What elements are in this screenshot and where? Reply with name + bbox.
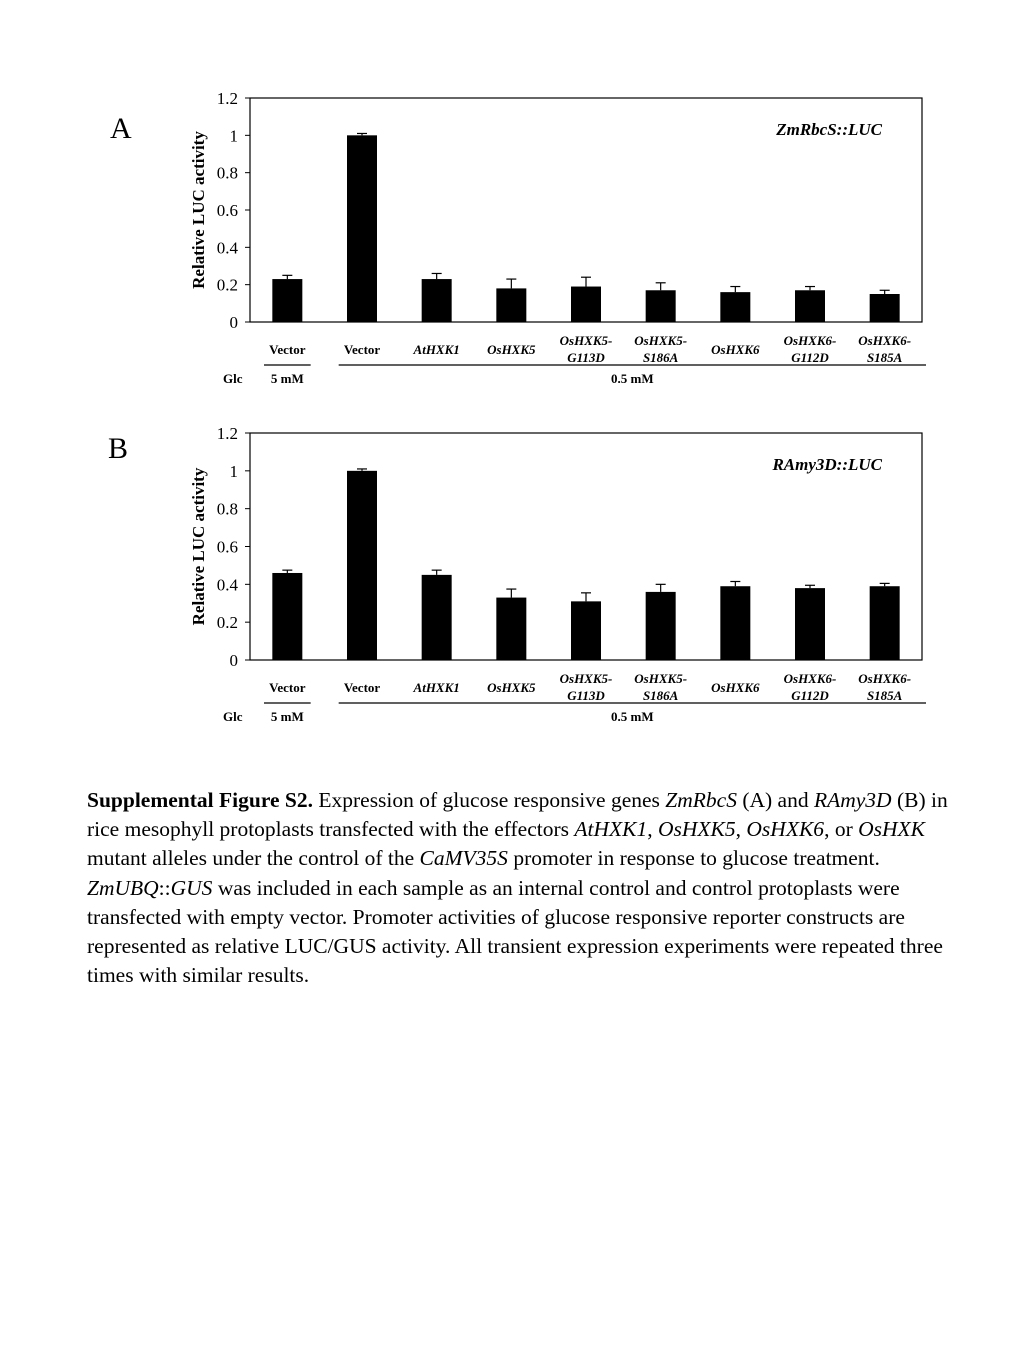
glc-label: Glc — [223, 371, 243, 386]
category-label: OsHXK6 — [711, 680, 760, 695]
category-label: Vector — [269, 680, 306, 695]
caption-lead: Supplemental Figure S2. — [87, 788, 313, 812]
caption-segment: ZmRbcS — [665, 788, 737, 812]
category-label: G112D — [791, 688, 829, 703]
y-tick-label: 0.4 — [216, 238, 238, 258]
category-label: Vector — [343, 680, 381, 695]
caption-segment: (B) in rice mesophyll protoplasts transfected with the effectors — [87, 788, 948, 842]
category-label: AtHXK1 — [413, 680, 460, 695]
caption-segment: OsHXK — [858, 817, 926, 842]
caption-segment: , — [735, 817, 747, 842]
bar — [646, 592, 676, 660]
caption-segment: , or — [824, 817, 859, 842]
y-tick-label: 0 — [229, 313, 238, 332]
bar — [795, 588, 825, 660]
y-tick-label: 1 — [229, 126, 238, 146]
glc-group-label: 5 mM — [270, 709, 304, 724]
panel-a-label: A — [110, 112, 132, 145]
y-tick-label: 0.4 — [216, 575, 238, 595]
caption-segment: RAmy3D — [813, 788, 892, 812]
y-tick-label: 0.6 — [216, 537, 238, 557]
category-label: OsHXK6- — [858, 333, 912, 348]
category-label: S186A — [642, 688, 679, 703]
y-axis-label: Relative LUC activity — [189, 467, 208, 626]
category-label: G113D — [567, 688, 605, 703]
y-tick-label: 0.8 — [216, 163, 238, 183]
category-label: OsHXK6 — [711, 342, 760, 357]
category-label: OsHXK6- — [783, 671, 837, 686]
y-tick-label: 0.2 — [216, 613, 238, 633]
y-tick-label: 0.6 — [216, 201, 238, 220]
category-label: OsHXK6- — [858, 671, 912, 686]
caption-segment: GUS — [170, 875, 213, 900]
category-label: S185A — [866, 350, 903, 365]
y-tick-label: 0.8 — [216, 499, 238, 519]
caption-segment: AtHXK1 — [574, 817, 648, 842]
category-label: OsHXK5- — [634, 671, 688, 686]
caption-segment: OsHXK6 — [746, 817, 825, 842]
glc-group-label: 0.5 mM — [611, 709, 654, 724]
category-label: OsHXK5- — [634, 333, 688, 348]
panel-b-label: B — [108, 432, 129, 465]
category-label: G112D — [791, 350, 829, 365]
bar — [870, 586, 900, 660]
glc-group-label: 0.5 mM — [611, 371, 654, 386]
caption-segment: promoter in response to glucose treatment. — [507, 846, 880, 871]
y-tick-label: 0.2 — [216, 275, 238, 295]
y-tick-label: 1.2 — [216, 89, 238, 108]
category-label: Vector — [343, 342, 381, 357]
category-label: OsHXK5 — [487, 342, 536, 357]
y-tick-label: 1.2 — [216, 424, 238, 443]
category-label: OsHXK5- — [559, 333, 613, 348]
category-label: S185A — [866, 688, 903, 703]
category-label: OsHXK5 — [487, 680, 536, 695]
glc-group-label: 5 mM — [270, 371, 304, 386]
category-label: Vector — [269, 342, 306, 357]
caption-segment: was included in each sample as an internal control and control protoplasts were transfected with empty vector. Promoter activities of glucose responsive reporter constructs are represented as relative LUC/GUS activity. All transient expression experiments were repeated three times with similar results. — [87, 875, 943, 988]
bar — [347, 471, 377, 660]
category-label: OsHXK6- — [783, 333, 837, 348]
category-label: S186A — [642, 350, 679, 365]
y-tick-label: 0 — [229, 651, 238, 670]
chart-title: ZmRbcS::LUC — [776, 120, 882, 139]
bar — [496, 598, 526, 660]
bar — [720, 586, 750, 660]
caption-segment: , — [647, 817, 658, 842]
figure-caption — [87, 786, 957, 990]
y-tick-label: 1 — [229, 461, 238, 481]
caption-segment: mutant alleles under the control of the — [87, 846, 420, 871]
caption-segment: CaMV35S — [419, 846, 508, 871]
y-axis-label: Relative LUC activity — [189, 131, 208, 289]
chart-title: RAmy3D::LUC — [772, 455, 882, 474]
caption-segment: Expression of glucose responsive genes — [312, 788, 666, 812]
category-label: G113D — [567, 350, 605, 365]
caption-body — [87, 788, 948, 987]
category-label: OsHXK5- — [559, 671, 613, 686]
bar — [422, 575, 452, 660]
category-label: AtHXK1 — [413, 342, 460, 357]
caption-segment: ZmUBQ — [87, 875, 159, 900]
bar — [571, 601, 601, 660]
caption-segment: :: — [158, 875, 171, 900]
caption-segment: (A) and — [736, 788, 814, 812]
caption-segment: OsHXK5 — [658, 817, 736, 842]
glc-label: Glc — [223, 709, 243, 724]
bar — [272, 573, 302, 660]
